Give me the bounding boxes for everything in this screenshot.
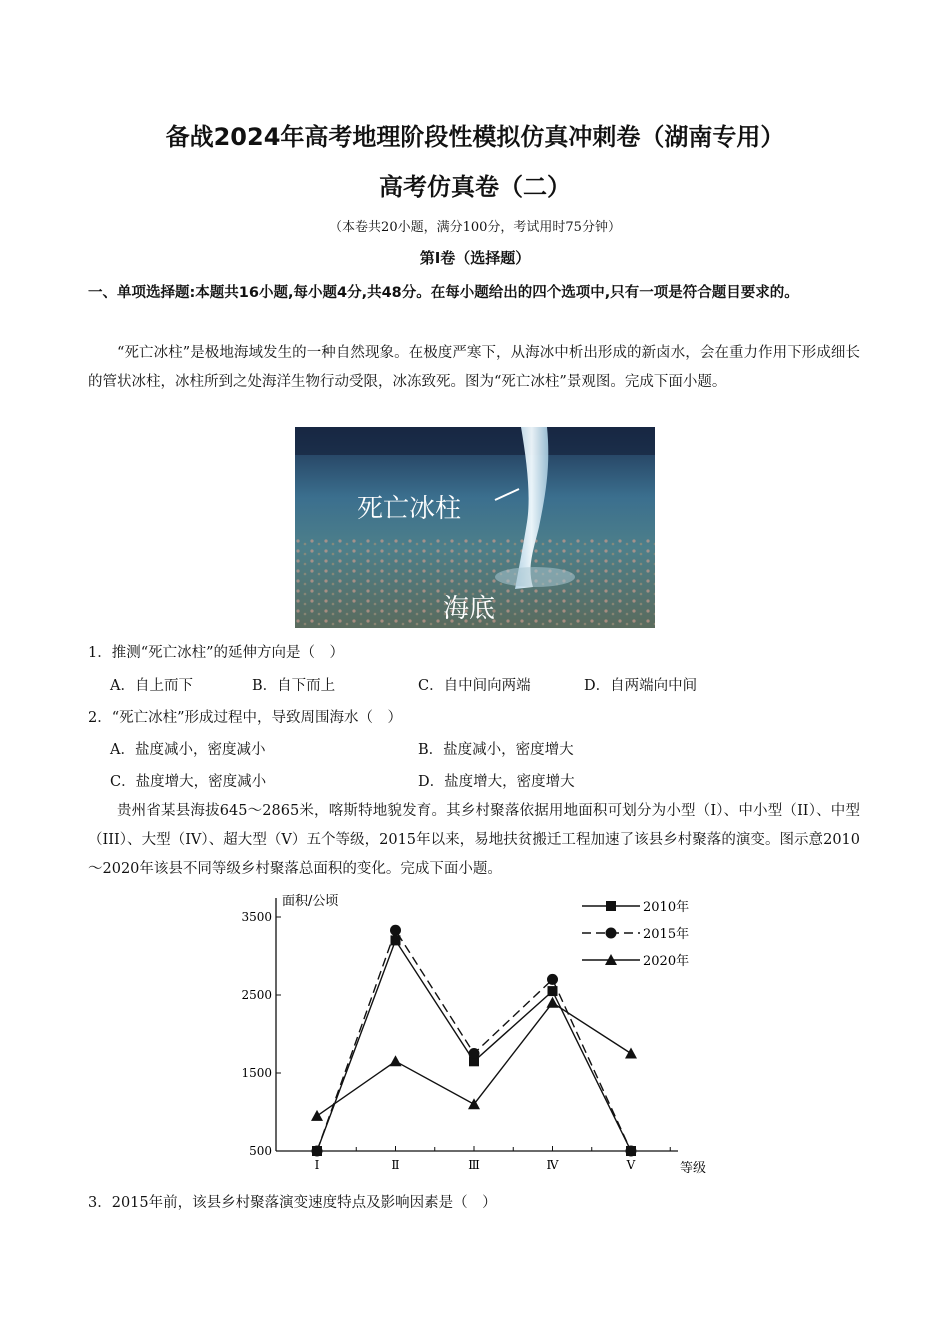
q1-option-d[interactable]: D．自两端向中间 bbox=[584, 678, 698, 694]
paper-title: 备战2024年高考地理阶段性模拟仿真冲刺卷（湖南专用） bbox=[165, 123, 785, 151]
legend-marker bbox=[606, 901, 616, 911]
q2-option-d[interactable]: D．盐度增大，密度增大 bbox=[418, 774, 575, 790]
passage-2: 贵州省某县海拔645～2865米，喀斯特地貌发育。其乡村聚落依据用地面积可划分为小型（I）、中小型（II）、中型（III）、大型（IV）、超大型（V）五个等级，2015年以来，易地扶贫搬迁工程加速了该县乡村聚落的演变。图示意2010～2020年该县不同等级乡村聚落总面积的变化。完成下面小题。 bbox=[88, 803, 860, 877]
series-line-0 bbox=[317, 940, 631, 1151]
x-tick-label: Ⅲ bbox=[468, 1158, 480, 1172]
legend-label: 2020年 bbox=[643, 954, 690, 969]
data-point bbox=[625, 1048, 637, 1059]
photo-label-seabed: 海底 bbox=[443, 594, 496, 624]
y-axis-label: 面积/公顷 bbox=[282, 894, 339, 909]
passage-1: “死亡冰柱”是极地海域发生的一种自然现象。在极度严寒下，从海冰中析出形成的新卤水，会在重力作用下形成细长的管状冰柱，冰柱所到之处海洋生物行动受限，冰冻致死。图为“死亡冰柱”景观图。完成下面小题。 bbox=[88, 345, 860, 390]
q1-option-b[interactable]: B．自下而上 bbox=[252, 678, 336, 694]
data-point bbox=[547, 974, 558, 985]
data-point bbox=[312, 1146, 323, 1157]
legend-label: 2015年 bbox=[643, 927, 690, 942]
x-tick-label: Ⅳ bbox=[546, 1158, 559, 1172]
photo-label-ice: 死亡冰柱 bbox=[357, 494, 462, 524]
y-tick-label: 500 bbox=[249, 1144, 272, 1158]
paper-subtitle: 高考仿真卷（二） bbox=[379, 173, 571, 201]
data-point bbox=[390, 925, 401, 936]
y-tick-label: 2500 bbox=[241, 988, 272, 1002]
q2-option-c[interactable]: C．盐度增大，密度减小 bbox=[110, 774, 267, 790]
x-axis-label: 等级 bbox=[680, 1161, 707, 1176]
line-chart bbox=[238, 888, 728, 1180]
ice-column-illustration bbox=[295, 427, 655, 628]
x-tick-label: Ⅱ bbox=[391, 1158, 400, 1172]
y-tick-label: 3500 bbox=[241, 910, 272, 924]
x-tick-label: Ⅰ bbox=[314, 1158, 320, 1172]
ice-column-photo bbox=[295, 427, 655, 628]
data-point bbox=[390, 1055, 402, 1066]
legend-marker bbox=[606, 928, 617, 939]
section-title: 第I卷（选择题） bbox=[419, 249, 531, 267]
y-tick-label: 1500 bbox=[241, 1066, 272, 1080]
data-point bbox=[626, 1146, 637, 1157]
question-1-stem: 1．推测“死亡冰柱”的延伸方向是（ ） bbox=[88, 645, 345, 661]
part1-instruction: 一、单项选择题:本题共16小题,每小题4分,共48分。在每小题给出的四个选项中,只有一项是符合题目要求的。 bbox=[88, 285, 799, 301]
q2-option-b[interactable]: B．盐度减小，密度增大 bbox=[418, 742, 574, 758]
series-line-1 bbox=[317, 930, 631, 1151]
legend-label: 2010年 bbox=[643, 900, 690, 915]
question-3-stem: 3．2015年前，该县乡村聚落演变速度特点及影响因素是（ ） bbox=[88, 1195, 497, 1211]
x-tick-label: Ⅴ bbox=[626, 1158, 636, 1172]
data-point bbox=[311, 1110, 323, 1121]
q1-option-a[interactable]: A．自上而下 bbox=[110, 678, 193, 694]
q2-option-a[interactable]: A．盐度减小，密度减小 bbox=[110, 742, 266, 758]
question-2-stem: 2．“死亡冰柱”形成过程中，导致周围海水（ ） bbox=[88, 710, 403, 726]
data-point bbox=[469, 1048, 480, 1059]
settlement-area-chart bbox=[238, 888, 728, 1180]
q1-option-c[interactable]: C．自中间向两端 bbox=[418, 678, 531, 694]
exam-note: （本卷共20小题，满分100分，考试用时75分钟） bbox=[329, 220, 621, 235]
